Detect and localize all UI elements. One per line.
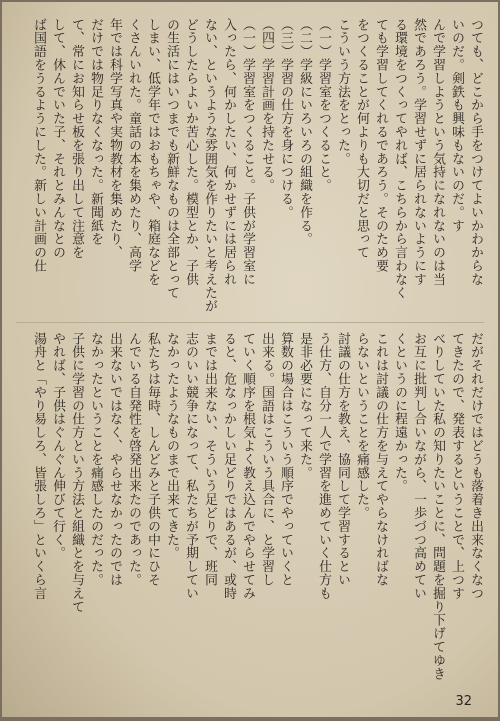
page-number: 32: [455, 694, 472, 709]
text-column: （三）学習の仕方を身につける。: [278, 18, 293, 219]
text-column: 私たちは毎時、しんどみと子供の中にひそ: [145, 332, 160, 587]
text-column: ば国語をうるようにした。新しい計画の仕: [31, 18, 46, 273]
bottom-text-block: [16, 332, 484, 692]
text-column: くさんいれた。童話の本を集めたり、高学: [126, 18, 141, 273]
text-column: いのだ。剣鉄も興味もないのだ。す: [449, 18, 464, 233]
text-column: の生活にはいつまでも新鮮なものは全部とって: [164, 18, 179, 300]
text-column: 入ったら、何かしたい、何かせずには居られ: [221, 18, 236, 286]
text-column: つても、どこから手をつけてよいかわからな: [468, 18, 483, 286]
text-column: 算数の場合はこういう順序でやっていくと: [278, 332, 293, 587]
text-column: う仕方、自分一人で学習を進めていく仕方も: [316, 332, 331, 600]
text-column: て、常にお知らせ板を張り出して注意を: [69, 18, 84, 260]
book-page: [2, 2, 498, 717]
text-column: くというのに程遠かった。: [392, 332, 407, 493]
text-column: んで学習しようという気持になれないのは当: [430, 18, 445, 286]
text-column: （四）学習計画を持たせる。: [259, 18, 274, 193]
section-divider: [16, 322, 484, 323]
text-column: べりしていた私の知りたいことに、問題を掘り下げてゆき: [430, 332, 445, 681]
text-column: （二）学級にいろいろの組織を作る。: [297, 18, 312, 246]
text-column: こういう方法をとった。: [335, 18, 350, 166]
text-column: なかったということを痛感したのだった。: [88, 332, 103, 587]
top-text-block: [16, 18, 484, 318]
text-column: だがそれだけではどうも落着き出来なくなつ: [468, 332, 483, 600]
text-column: る環境をつくってやれば、こちらから言わなく: [392, 18, 407, 300]
text-column: らないということを痛感した。: [354, 332, 369, 520]
text-column: 湯舟と「やり易しろ、皆張しろ」といくら言: [31, 332, 46, 600]
text-column: 出来ないではなく、やらせなかったのでは: [107, 332, 122, 587]
text-column: 年では科学写真や実物教材を集めたり、: [107, 18, 122, 260]
text-column: これは討議の仕方を与えてやらなければな: [373, 332, 388, 587]
text-column: して、休んでいた子、それとみんなとの: [50, 18, 65, 260]
text-column: ない、というような雰囲気を作りたいと考えたが: [202, 18, 217, 313]
text-column: をつくることが何よりも大切だと思って: [354, 18, 369, 260]
text-column: だけでは物足りなくなった。新聞紙を: [88, 18, 103, 246]
text-column: 然であろう。学習せずに居られないようにす: [411, 18, 426, 286]
text-column: なかったようなものまで出来てきた。: [164, 332, 179, 560]
text-column: 討議の仕方を教え、協同して学習するとい: [335, 332, 350, 587]
text-column: ても学習してくれるであろう。そのため要: [373, 18, 388, 273]
text-column: んでいる自発性を啓発出来たのであった。: [126, 332, 141, 587]
text-column: までは出来ない、そういう足どりで、班同: [202, 332, 217, 587]
text-column: ていく順序を根気よく教え込んでやらせてみ: [240, 332, 255, 600]
text-column: 志のいい競争になって、私たちが予期してい: [183, 332, 198, 600]
text-column: 出来る。国語はこういう具合に、と学習し: [259, 332, 274, 587]
text-column: （一）学習室をつくること。: [316, 18, 331, 193]
text-column: 是非必要になって来た。: [297, 332, 312, 480]
text-column: （一）学習室をつくること。子供が学習室に: [240, 18, 255, 286]
text-column: 子供に学習の仕方という方法と組織とを与えて: [69, 332, 84, 614]
text-column: てきたので、発表するということで、上つす: [449, 332, 464, 600]
text-column: ると、危なっかしい足どりではあるが、或時: [221, 332, 236, 600]
text-column: どうしたらよいか苦心した。模型とか、子供: [183, 18, 198, 286]
text-column: お互に批判し合いながら、一歩づつ高めてい: [411, 332, 426, 600]
text-column: しまい、低学年ではおもちゃや、箱庭などを: [145, 18, 160, 286]
text-column: やれば、子供はぐんぐん伸びて行く。: [50, 332, 65, 560]
